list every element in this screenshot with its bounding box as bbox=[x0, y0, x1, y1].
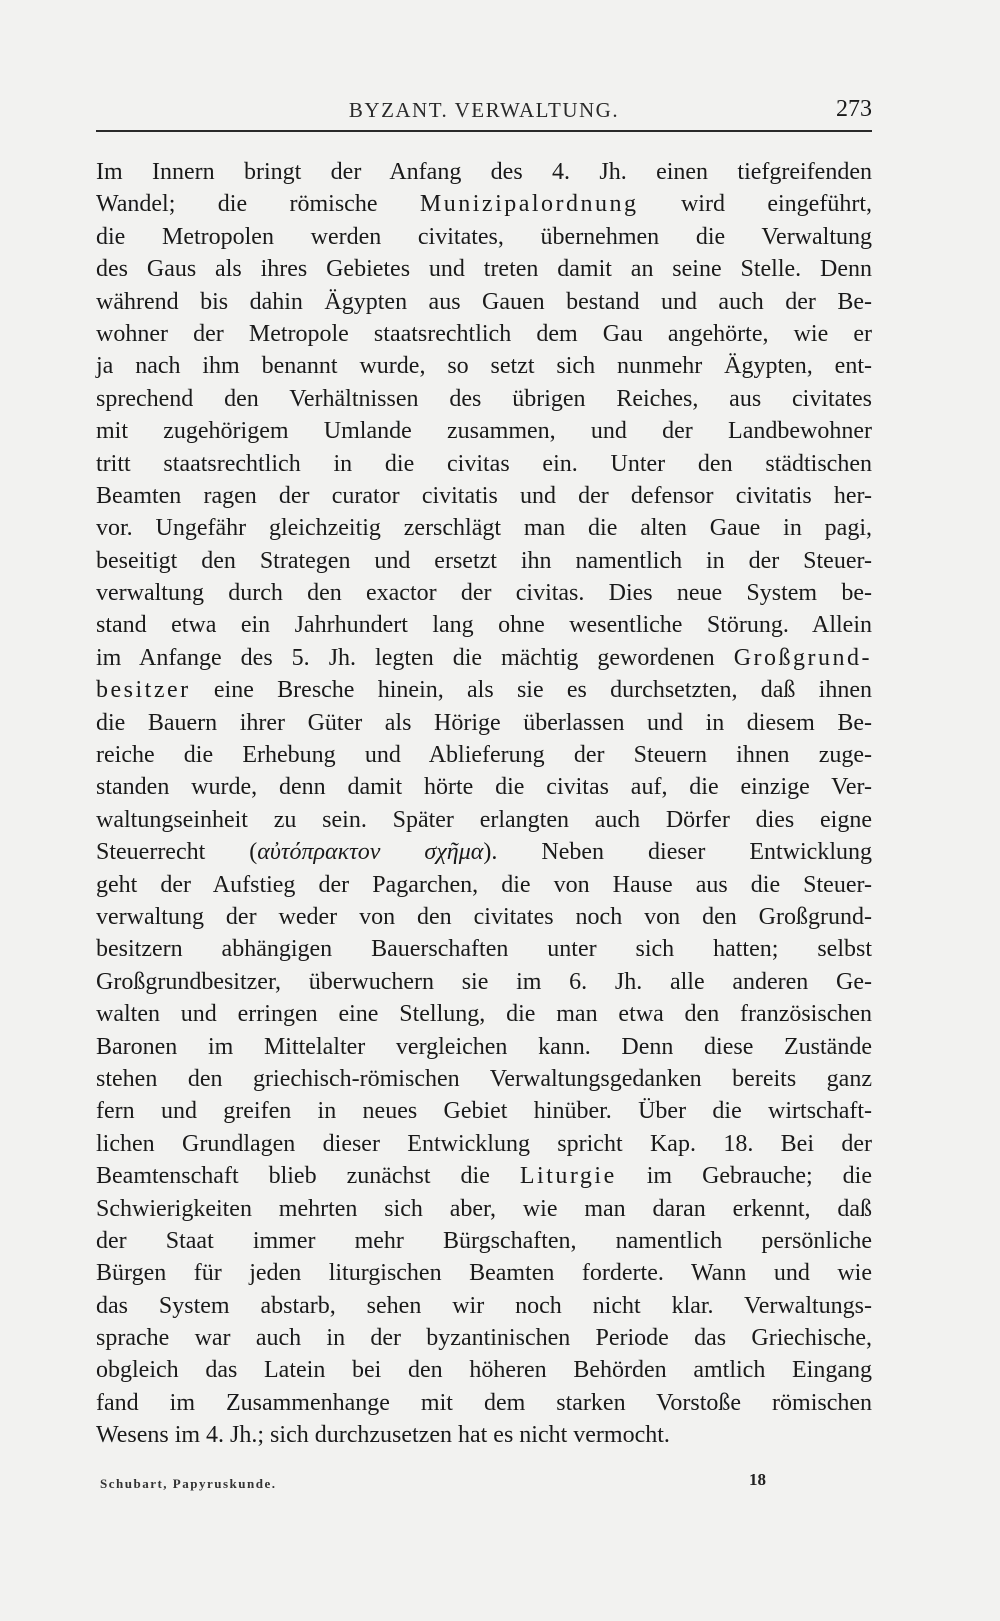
spaced-term: Großgrund- bbox=[733, 644, 872, 671]
text-line: Im Innern bringt der Anfang des 4. Jh. einen tiefgreifenden bbox=[96, 159, 872, 185]
text-line: standen wurde, denn damit hörte die civitas auf, die einzige Ver- bbox=[96, 774, 872, 801]
printer-signature: Schubart, Papyruskunde. bbox=[100, 1476, 277, 1491]
text-line: sprache war auch in der byzantinischen Periode das Griechische, bbox=[96, 1325, 872, 1352]
text-line: im Anfange des 5. Jh. legten die mächtig gewordenen Großgrund- bbox=[96, 644, 872, 671]
text-line: beseitigt den Strategen und ersetzt ihn namentlich in der Steuer- bbox=[96, 547, 872, 574]
text-line: Steuerrecht (αὐτόπρακτον σχῆμα). Neben dieser Entwicklung bbox=[96, 839, 872, 866]
text-line: das System abstarb, sehen wir noch nicht klar. Verwaltungs- bbox=[96, 1292, 872, 1319]
body-text bbox=[96, 156, 872, 1452]
text-line: die Bauern ihrer Güter als Hörige überlassen und in diesem Be- bbox=[96, 709, 872, 736]
text-line: während bis dahin Ägypten aus Gauen bestand und auch der Be- bbox=[96, 288, 872, 315]
spaced-term: besitzer bbox=[96, 677, 191, 704]
text-line: Großgrundbesitzer, überwuchern sie im 6. Jh. alle anderen Ge- bbox=[96, 968, 872, 995]
page-number: 273 bbox=[836, 96, 872, 122]
text-line: des Gaus als ihres Gebietes und treten damit an seine Stelle. Denn bbox=[96, 256, 872, 283]
text-line: sprechend den Verhältnissen des übrigen Reiches, aus civitates bbox=[96, 385, 872, 412]
text-line: verwaltung durch den exactor der civitas. Dies neue System be- bbox=[96, 580, 872, 607]
text-line: tritt staatsrechtlich in die civitas ein. Unter den städtischen bbox=[96, 450, 872, 477]
text-line: fand im Zusammenhange mit dem starken Vorstoße römischen bbox=[96, 1389, 872, 1416]
text-line: ja nach ihm benannt wurde, so setzt sich nunmehr Ägypten, ent- bbox=[96, 353, 872, 380]
text-line: Bürgen für jeden liturgischen Beamten forderte. Wann und wie bbox=[96, 1260, 872, 1287]
text-line: stand etwa ein Jahrhundert lang ohne wesentliche Störung. Allein bbox=[96, 612, 872, 639]
text-line: walten und erringen eine Stellung, die man etwa den französischen bbox=[96, 1001, 872, 1028]
text-line: besitzern abhängigen Bauerschaften unter sich hatten; selbst bbox=[96, 936, 872, 963]
text-line: lichen Grundlagen dieser Entwicklung spricht Kap. 18. Bei der bbox=[96, 1130, 872, 1157]
running-head: BYZANT. VERWALTUNG. bbox=[348, 98, 620, 122]
text-line: fern und greifen in neues Gebiet hinüber. Über die wirtschaft- bbox=[96, 1098, 872, 1125]
page-footer bbox=[100, 1470, 766, 1500]
text-line: stehen den griechisch-römischen Verwaltungsgedanken bereits ganz bbox=[96, 1065, 872, 1092]
spaced-term: Munizipalordnung bbox=[419, 191, 639, 218]
text-line: Beamten ragen der curator civitatis und der defensor civitatis her- bbox=[96, 482, 872, 509]
text-line: besitzer eine Bresche hinein, als sie es durchsetzten, daß ihnen bbox=[96, 677, 872, 704]
text-line: der Staat immer mehr Bürgschaften, namentlich persönliche bbox=[96, 1227, 872, 1254]
text-line: vor. Ungefähr gleichzeitig zerschlägt man die alten Gaue in pagi, bbox=[96, 515, 872, 542]
spaced-term: Liturgie bbox=[519, 1163, 617, 1190]
text-line: Beamtenschaft blieb zunächst die Liturgie im Gebrauche; die bbox=[96, 1163, 872, 1190]
text-line: geht der Aufstieg der Pagarchen, die von Hause aus die Steuer- bbox=[96, 871, 872, 898]
text-line: Baronen im Mittelalter vergleichen kann. Denn diese Zustände bbox=[96, 1033, 872, 1060]
sheet-number: 18 bbox=[749, 1470, 766, 1489]
text-line: Wesens im 4. Jh.; sich durchzusetzen hat es nicht vermocht. bbox=[96, 1422, 670, 1449]
page-header bbox=[96, 96, 872, 132]
text-line: mit zugehörigem Umlande zusammen, und der Landbewohner bbox=[96, 418, 872, 445]
text-line: verwaltung der weder von den civitates noch von den Großgrund- bbox=[96, 903, 872, 930]
text-line: Schwierigkeiten mehrten sich aber, wie man daran erkennt, daß bbox=[96, 1195, 872, 1222]
text-line: Wandel; die römische Munizipalordnung wird eingeführt, bbox=[96, 191, 872, 218]
text-line: waltungseinheit zu sein. Später erlangten auch Dörfer dies eigne bbox=[96, 806, 872, 833]
greek-term: αὐτόπρακτον σχῆμα bbox=[257, 839, 484, 866]
text-line: obgleich das Latein bei den höheren Behörden amtlich Eingang bbox=[96, 1357, 872, 1384]
text-line: wohner der Metropole staatsrechtlich dem Gau angehörte, wie er bbox=[96, 320, 872, 347]
text-line: die Metropolen werden civitates, übernehmen die Verwaltung bbox=[96, 223, 872, 250]
text-line: reiche die Erhebung und Ablieferung der Steuern ihnen zuge- bbox=[96, 742, 872, 769]
